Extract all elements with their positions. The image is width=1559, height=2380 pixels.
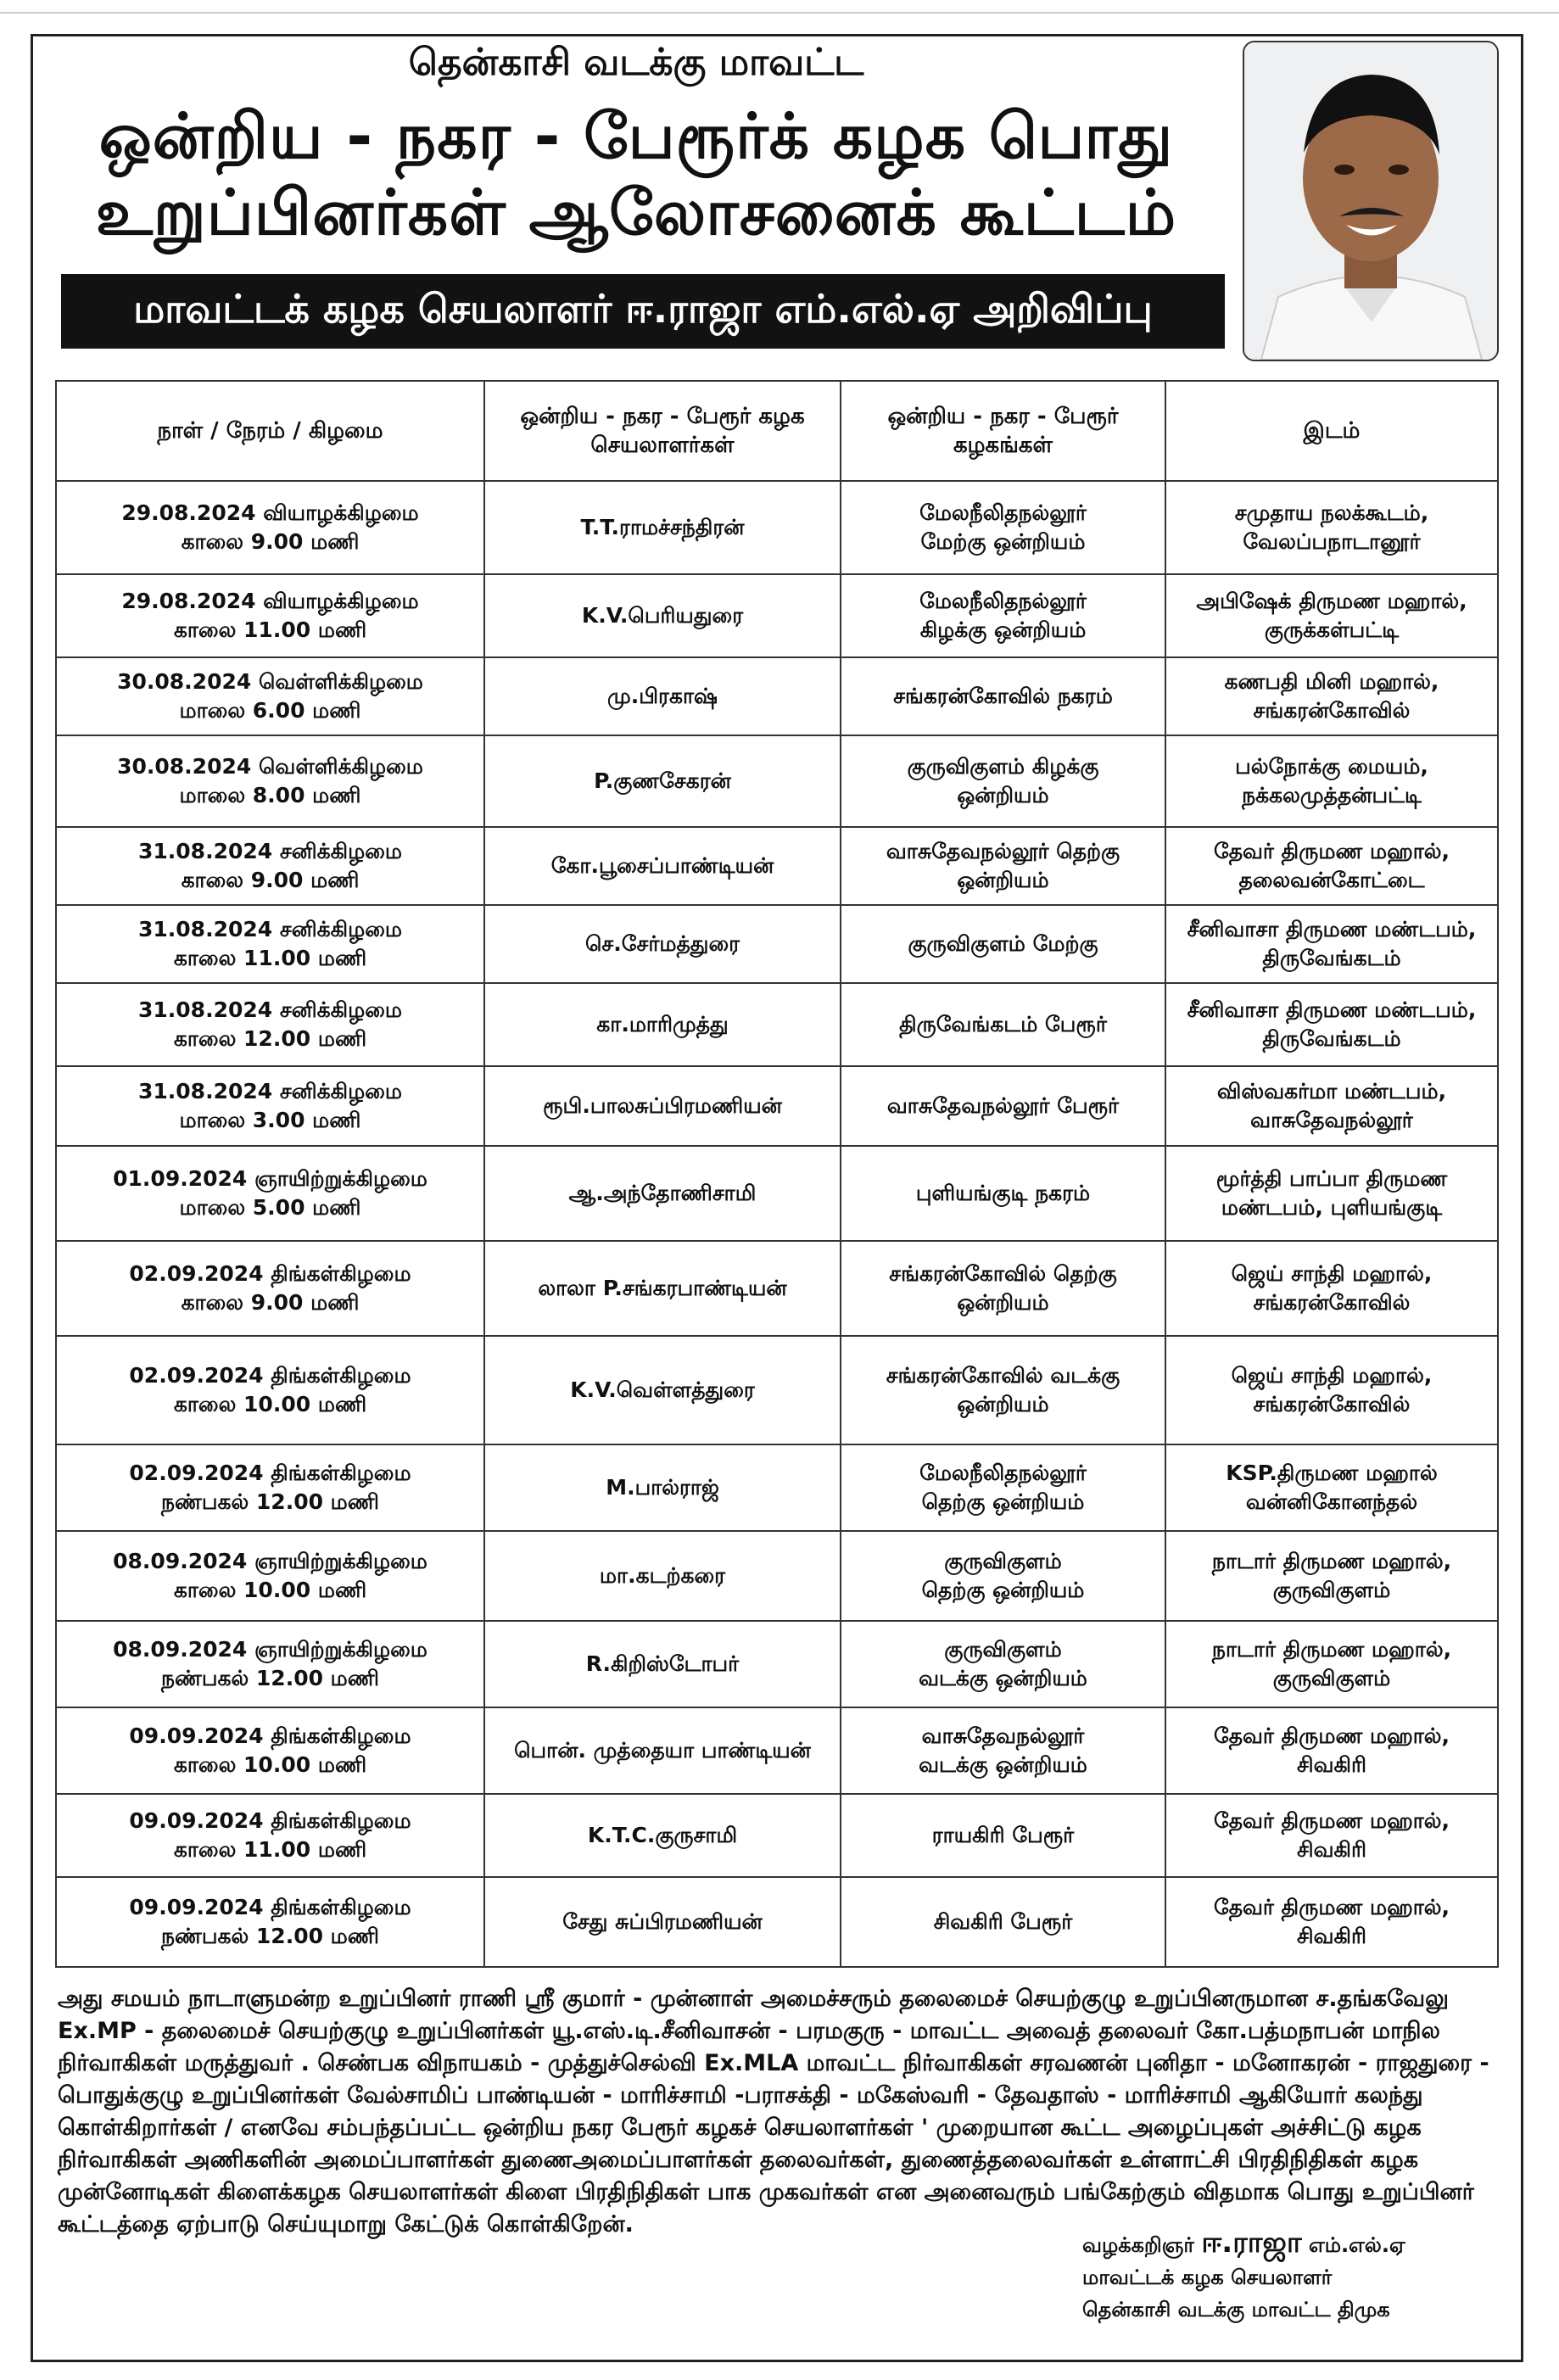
table-row — [56, 735, 1498, 827]
cell-unit — [841, 574, 1165, 657]
cell-unit-line2: வடக்கு ஒன்றியம் — [919, 1752, 1087, 1777]
cell-venue-line1: தேவர் திருமண மஹால், — [1213, 1724, 1450, 1748]
cell-date: 29.08.2024 வியாழக்கிழமை — [121, 500, 419, 525]
cell-unit — [841, 1444, 1165, 1531]
cell-secretary-name: P.குணசேகரன் — [594, 768, 731, 793]
cell-secretary-name: R.கிறிஸ்டோபர் — [585, 1651, 740, 1676]
cell-secretary-name: T.T.ராமச்சந்திரன் — [580, 515, 745, 539]
cell-secretary-name: கா.மாரிமுத்து — [596, 1012, 729, 1036]
cell-secretary-name: மு.பிரகாஷ் — [606, 684, 718, 708]
cell-venue-line2: சங்கரன்கோவில் — [1253, 1392, 1411, 1416]
cell-time: மாலை 5.00 மணி — [179, 1195, 361, 1220]
cell-venue-line1: பல்நோக்கு மையம், — [1235, 754, 1428, 779]
table-row — [56, 574, 1498, 657]
cell-unit — [841, 1336, 1165, 1444]
cell-date: 09.09.2024 திங்கள்கிழமை — [129, 1724, 411, 1748]
table-row — [56, 1146, 1498, 1241]
signature-block — [1082, 2226, 1506, 2326]
cell-unit — [841, 1877, 1165, 1967]
table-row — [56, 905, 1498, 983]
cell-venue — [1165, 1066, 1498, 1146]
cell-date-time — [56, 481, 484, 574]
portrait-photo — [1243, 41, 1499, 361]
cell-unit — [841, 1146, 1165, 1241]
table-row — [56, 1241, 1498, 1336]
cell-date-time — [56, 1531, 484, 1621]
cell-venue-line2: நக்கலமுத்தன்பட்டி — [1242, 783, 1422, 807]
cell-date-time — [56, 657, 484, 735]
cell-time: காலை 9.00 மணி — [181, 1290, 360, 1315]
cell-secretary — [484, 735, 841, 827]
table-row — [56, 1444, 1498, 1531]
signature-suffix: எம்.எல்.ஏ — [1309, 2233, 1405, 2257]
cell-time: மாலை 8.00 மணி — [179, 783, 361, 807]
cell-unit — [841, 905, 1165, 983]
cell-secretary — [484, 1794, 841, 1877]
main-title-line1: ஒன்றிய - நகர - பேரூர்க் கழக பொது — [98, 100, 1174, 173]
cell-venue-line1: தேவர் திருமண மஹால், — [1213, 1895, 1450, 1919]
cell-unit — [841, 1621, 1165, 1707]
cell-unit-line1: வாசுதேவநல்லூர் — [921, 1724, 1085, 1748]
header-date-time: நாள் / நேரம் / கிழமை — [56, 381, 484, 481]
cell-venue-line2: மண்டபம், புளியங்குடி — [1221, 1195, 1443, 1220]
cell-secretary — [484, 905, 841, 983]
cell-date-time — [56, 1794, 484, 1877]
cell-venue — [1165, 1877, 1498, 1967]
header-venue: இடம் — [1165, 381, 1498, 481]
portrait-illustration — [1244, 42, 1497, 360]
cell-unit-line1: சங்கரன்கோவில் நகரம் — [893, 684, 1113, 708]
cell-time: காலை 12.00 மணி — [173, 1026, 367, 1051]
cell-date-time — [56, 1146, 484, 1241]
header-units: ஒன்றிய - நகர - பேரூர் கழகங்கள் — [841, 381, 1165, 481]
cell-unit — [841, 1241, 1165, 1336]
cell-date: 02.09.2024 திங்கள்கிழமை — [129, 1261, 411, 1286]
table-row — [56, 827, 1498, 905]
cell-unit-line1: சிவகிரி பேரூர் — [933, 1909, 1073, 1934]
cell-unit — [841, 983, 1165, 1066]
cell-secretary — [484, 1531, 841, 1621]
cell-venue-line1: நாடார் திருமண மஹால், — [1211, 1549, 1452, 1573]
cell-unit-line2: ஒன்றியம் — [957, 1392, 1049, 1416]
table-row — [56, 1066, 1498, 1146]
cell-unit-line1: வாசுதேவநல்லூர் தெற்கு — [886, 839, 1120, 863]
cell-time: காலை 11.00 மணி — [173, 1837, 367, 1862]
cell-secretary-name: K.V.பெரியதுரை — [581, 603, 744, 628]
cell-unit-line1: சங்கரன்கோவில் வடக்கு — [886, 1363, 1120, 1388]
cell-date: 31.08.2024 சனிக்கிழமை — [138, 997, 402, 1022]
cell-venue-line1: கணபதி மினி மஹால், — [1224, 669, 1439, 694]
cell-venue — [1165, 1707, 1498, 1794]
table-row — [56, 983, 1498, 1066]
cell-time: காலை 10.00 மணி — [173, 1392, 367, 1416]
cell-venue — [1165, 1241, 1498, 1336]
cell-unit — [841, 1707, 1165, 1794]
table-row — [56, 1621, 1498, 1707]
cell-venue-line2: சங்கரன்கோவில் — [1253, 1290, 1411, 1315]
signature-prefix: வழக்கறிஞர் — [1082, 2233, 1194, 2257]
cell-venue-line2: குருவிகுளம் — [1272, 1578, 1391, 1602]
cell-secretary — [484, 1241, 841, 1336]
cell-date: 30.08.2024 வெள்ளிக்கிழமை — [117, 669, 423, 694]
cell-venue — [1165, 1531, 1498, 1621]
cell-time: காலை 11.00 மணி — [173, 946, 367, 970]
cell-venue — [1165, 905, 1498, 983]
main-title-line2: உறுப்பினர்கள் ஆலோசனைக் கூட்டம் — [95, 176, 1177, 249]
cell-date: 08.09.2024 ஞாயிற்றுக்கிழமை — [113, 1549, 427, 1573]
cell-date-time — [56, 574, 484, 657]
cell-secretary-name: பொன். முத்தையா பாண்டியன் — [514, 1738, 811, 1763]
cell-unit — [841, 657, 1165, 735]
cell-date: 02.09.2024 திங்கள்கிழமை — [129, 1461, 411, 1485]
cell-venue — [1165, 1146, 1498, 1241]
cell-venue-line2: குருக்கள்பட்டி — [1264, 617, 1400, 642]
cell-venue-line1: சமுதாய நலக்கூடம், — [1234, 500, 1429, 525]
top-strip — [0, 0, 1559, 14]
cell-secretary — [484, 481, 841, 574]
cell-unit-line2: கிழக்கு ஒன்றியம் — [919, 617, 1087, 642]
cell-venue-line1: ஜெய் சாந்தி மஹால், — [1231, 1363, 1433, 1388]
cell-time: நண்பகல் 12.00 மணி — [161, 1924, 379, 1948]
cell-unit-line1: ராயகிரி பேரூர் — [931, 1823, 1075, 1847]
table-row — [56, 1531, 1498, 1621]
cell-date-time — [56, 1241, 484, 1336]
cell-venue-line2: வேலப்பநாடானூர் — [1243, 529, 1421, 554]
cell-venue — [1165, 1794, 1498, 1877]
cell-venue — [1165, 574, 1498, 657]
cell-date: 31.08.2024 சனிக்கிழமை — [138, 917, 402, 941]
cell-unit-line1: திருவேங்கடம் பேரூர் — [899, 1012, 1107, 1036]
cell-secretary — [484, 1877, 841, 1967]
cell-date: 02.09.2024 திங்கள்கிழமை — [129, 1363, 411, 1388]
signature-organization: தென்காசி வடக்கு மாவட்ட திமுக — [1082, 2298, 1390, 2321]
cell-unit-line1: மேலநீலிதநல்லூர் — [919, 500, 1087, 525]
cell-secretary — [484, 1444, 841, 1531]
cell-unit-line2: மேற்கு ஒன்றியம் — [920, 529, 1086, 554]
cell-venue-line2: வாசுதேவநல்லூர் — [1250, 1108, 1413, 1132]
table-row — [56, 1794, 1498, 1877]
signature-name: ஈ.ராஜா — [1201, 2226, 1302, 2260]
cell-secretary — [484, 1336, 841, 1444]
cell-secretary — [484, 983, 841, 1066]
cell-venue-line1: சீனிவாசா திருமண மண்டபம், — [1187, 917, 1477, 941]
table-row — [56, 1336, 1498, 1444]
cell-date: 09.09.2024 திங்கள்கிழமை — [129, 1808, 411, 1833]
cell-unit-line1: மேலநீலிதநல்லூர் — [919, 1461, 1087, 1485]
cell-date: 29.08.2024 வியாழக்கிழமை — [121, 589, 419, 613]
cell-secretary-name: M.பால்ராஜ் — [606, 1475, 719, 1500]
cell-time: காலை 10.00 மணி — [173, 1752, 367, 1777]
cell-date-time — [56, 735, 484, 827]
cell-secretary — [484, 827, 841, 905]
cell-date-time — [56, 983, 484, 1066]
meeting-schedule-table — [55, 380, 1499, 1968]
table-row — [56, 1707, 1498, 1794]
header — [51, 41, 1221, 355]
cell-unit-line2: தெற்கு ஒன்றியம் — [921, 1489, 1085, 1514]
cell-unit-line2: வடக்கு ஒன்றியம் — [919, 1666, 1087, 1690]
cell-venue-line1: ஜெய் சாந்தி மஹால், — [1231, 1261, 1433, 1286]
cell-date: 08.09.2024 ஞாயிற்றுக்கிழமை — [113, 1637, 427, 1662]
cell-unit-line2: ஒன்றியம் — [957, 868, 1049, 892]
cell-venue — [1165, 481, 1498, 574]
cell-date: 31.08.2024 சனிக்கிழமை — [138, 1079, 402, 1103]
cell-date-time — [56, 1336, 484, 1444]
cell-venue-line2: சங்கரன்கோவில் — [1253, 698, 1411, 723]
cell-unit — [841, 827, 1165, 905]
cell-time: மாலை 6.00 மணி — [179, 698, 361, 723]
cell-venue-line2: சிவகிரி — [1297, 1924, 1366, 1948]
cell-unit-line1: குருவிகுளம் — [944, 1637, 1062, 1662]
cell-venue-line1: நாடார் திருமண மஹால், — [1211, 1637, 1452, 1662]
table-row — [56, 1877, 1498, 1967]
cell-venue-line1: மூர்த்தி பாப்பா திருமண — [1215, 1166, 1448, 1191]
cell-venue-line1: விஸ்வகர்மா மண்டபம், — [1216, 1079, 1447, 1103]
cell-unit — [841, 481, 1165, 574]
cell-date: 31.08.2024 சனிக்கிழமை — [138, 839, 402, 863]
cell-date-time — [56, 1621, 484, 1707]
cell-secretary-name: லாலா P.சங்கரபாண்டியன் — [538, 1276, 787, 1300]
signature-name-line — [1082, 2226, 1506, 2261]
cell-secretary-name: சேது சுப்பிரமணியன் — [562, 1909, 763, 1934]
cell-secretary-name: K.V.வெள்ளத்துரை — [570, 1377, 755, 1402]
cell-venue — [1165, 827, 1498, 905]
cell-venue-line1: சீனிவாசா திருமண மண்டபம், — [1187, 997, 1477, 1022]
header-secretaries: ஒன்றிய - நகர - பேரூர் கழக செயலாளர்கள் — [484, 381, 841, 481]
cell-venue-line2: சிவகிரி — [1297, 1837, 1366, 1862]
cell-date: 01.09.2024 ஞாயிற்றுக்கிழமை — [113, 1166, 427, 1191]
cell-time: காலை 10.00 மணி — [173, 1578, 367, 1602]
cell-date: 30.08.2024 வெள்ளிக்கிழமை — [117, 754, 423, 779]
cell-venue-line2: திருவேங்கடம் — [1262, 1026, 1401, 1051]
cell-time: மாலை 3.00 மணி — [179, 1108, 361, 1132]
cell-venue-line1: KSP.திருமண மஹால் — [1226, 1461, 1438, 1485]
cell-venue-line2: தலைவன்கோட்டை — [1238, 868, 1425, 892]
cell-date-time — [56, 905, 484, 983]
cell-unit-line1: குருவிகுளம் மேற்கு — [908, 931, 1098, 956]
cell-secretary — [484, 1707, 841, 1794]
cell-unit-line1: மேலநீலிதநல்லூர் — [919, 589, 1087, 613]
notice-paragraph: அது சமயம் நாடாளுமன்ற உறுப்பினர் ராணி ஸ்ரீ குமார் - முன்னாள் அமைச்சரும் தலைமைச் செயற்குழு உறுப்பினருமான ச.தங்கவேலு Ex.MP - தலைமைச் செயற்குழு உறுப்பினர்கள் யூ.எஸ்.டி.சீனிவாசன் - பரமகுரு - மாவட்ட அவைத் தலைவர் கோ.பத்மநாபன் மாநில நிர்வாகிகள் மருத்துவர் . செண்பக விநாயகம் - முத்துச்செல்வி Ex.MLA மாவட்ட நிர்வாகிகள் சரவணன் புனிதா - மனோகரன் - ராஜதுரை - பொதுக்குழு உறுப்பினர்கள் வேல்சாமிப் பாண்டியன் - மாரிச்சாமி -பராசக்தி - மகேஸ்வரி - தேவதாஸ் - மாரிச்சாமி ஆகியோர் கலந்து கொள்கிறார்கள் / எனவே சம்பந்தப்பட்ட ஒன்றிய நகர பேரூர் கழகச் செயலாளர்கள் ' முறையான கூட்ட அழைப்புகள் அச்சிட்டு கழக நிர்வாகிகள் அணிகளின் அமைப்பாளர்கள் துணைஅமைப்பாளர்கள் தலைவர்கள், துணைத்தலைவர்கள் உள்ளாட்சி பிரதிநிதிகள் கழக முன்னோடிகள் கிளைக்கழக செயலாளர்கள் கிளை பிரதிநிதிகள் பாக முகவர்கள் என அனைவரும் பங்கேற்கும் விதமாக பொது உறுப்பினர் கூட்டத்தை ஏற்பாடு செய்யுமாறு கேட்டுக் கொள்கிறேன். — [58, 1986, 1489, 2238]
cell-venue — [1165, 983, 1498, 1066]
cell-secretary — [484, 1146, 841, 1241]
cell-venue — [1165, 657, 1498, 735]
cell-secretary-name: ரூபி.பாலசுப்பிரமணியன் — [543, 1093, 782, 1118]
cell-unit-line1: சங்கரன்கோவில் தெற்கு — [889, 1261, 1117, 1286]
cell-venue-line2: திருவேங்கடம் — [1262, 946, 1401, 970]
cell-unit-line1: வாசுதேவநல்லூர் பேரூர் — [886, 1093, 1120, 1118]
cell-venue-line1: அபிஷேக் திருமண மஹால், — [1196, 589, 1467, 613]
signature-designation: மாவட்டக் கழக செயலாளர் — [1082, 2265, 1333, 2289]
cell-secretary-name: மா.கடற்கரை — [599, 1563, 726, 1588]
cell-secretary — [484, 1621, 841, 1707]
district-title: தென்காசி வடக்கு மாவட்ட — [408, 41, 864, 84]
cell-unit-line2: ஒன்றியம் — [957, 783, 1049, 807]
cell-secretary-name: ஆ.அந்தோணிசாமி — [568, 1181, 757, 1205]
cell-venue-line2: குருவிகுளம் — [1272, 1666, 1391, 1690]
cell-venue — [1165, 735, 1498, 827]
cell-unit-line2: ஒன்றியம் — [957, 1290, 1049, 1315]
cell-date: 09.09.2024 திங்கள்கிழமை — [129, 1895, 411, 1919]
announcement-banner: மாவட்டக் கழக செயலாளர் ஈ.ராஜா எம்.எல்.ஏ அறிவிப்பு — [61, 274, 1225, 349]
table-row — [56, 481, 1498, 574]
cell-secretary-name: K.T.C.குருசாமி — [587, 1823, 738, 1847]
cell-venue — [1165, 1621, 1498, 1707]
cell-unit-line1: புளியங்குடி நகரம் — [915, 1181, 1091, 1205]
table-header-row — [56, 381, 1498, 481]
cell-unit — [841, 1531, 1165, 1621]
cell-time: நண்பகல் 12.00 மணி — [161, 1666, 379, 1690]
cell-time: காலை 9.00 மணி — [181, 868, 360, 892]
cell-secretary-name: கோ.பூசைப்பாண்டியன் — [550, 853, 774, 878]
cell-unit — [841, 1794, 1165, 1877]
cell-time: காலை 9.00 மணி — [181, 529, 360, 554]
cell-date-time — [56, 1877, 484, 1967]
cell-venue-line1: தேவர் திருமண மஹால், — [1213, 839, 1450, 863]
cell-venue — [1165, 1336, 1498, 1444]
cell-unit-line1: குருவிகுளம் கிழக்கு — [907, 754, 1099, 779]
cell-date-time — [56, 1066, 484, 1146]
cell-time: காலை 11.00 மணி — [173, 617, 367, 642]
cell-unit — [841, 735, 1165, 827]
cell-unit — [841, 1066, 1165, 1146]
cell-secretary — [484, 657, 841, 735]
cell-unit-line2: தெற்கு ஒன்றியம் — [921, 1578, 1085, 1602]
cell-secretary — [484, 574, 841, 657]
cell-date-time — [56, 1707, 484, 1794]
table-row — [56, 657, 1498, 735]
cell-secretary — [484, 1066, 841, 1146]
cell-venue — [1165, 1444, 1498, 1531]
cell-secretary-name: செ.சேர்மத்துரை — [584, 931, 740, 956]
cell-time: நண்பகல் 12.00 மணி — [161, 1489, 379, 1514]
cell-venue-line1: தேவர் திருமண மஹால், — [1213, 1808, 1450, 1833]
cell-unit-line1: குருவிகுளம் — [944, 1549, 1062, 1573]
cell-venue-line2: வன்னிகோனந்தல் — [1245, 1489, 1418, 1514]
cell-date-time — [56, 1444, 484, 1531]
cell-date-time — [56, 827, 484, 905]
cell-venue-line2: சிவகிரி — [1297, 1752, 1366, 1777]
